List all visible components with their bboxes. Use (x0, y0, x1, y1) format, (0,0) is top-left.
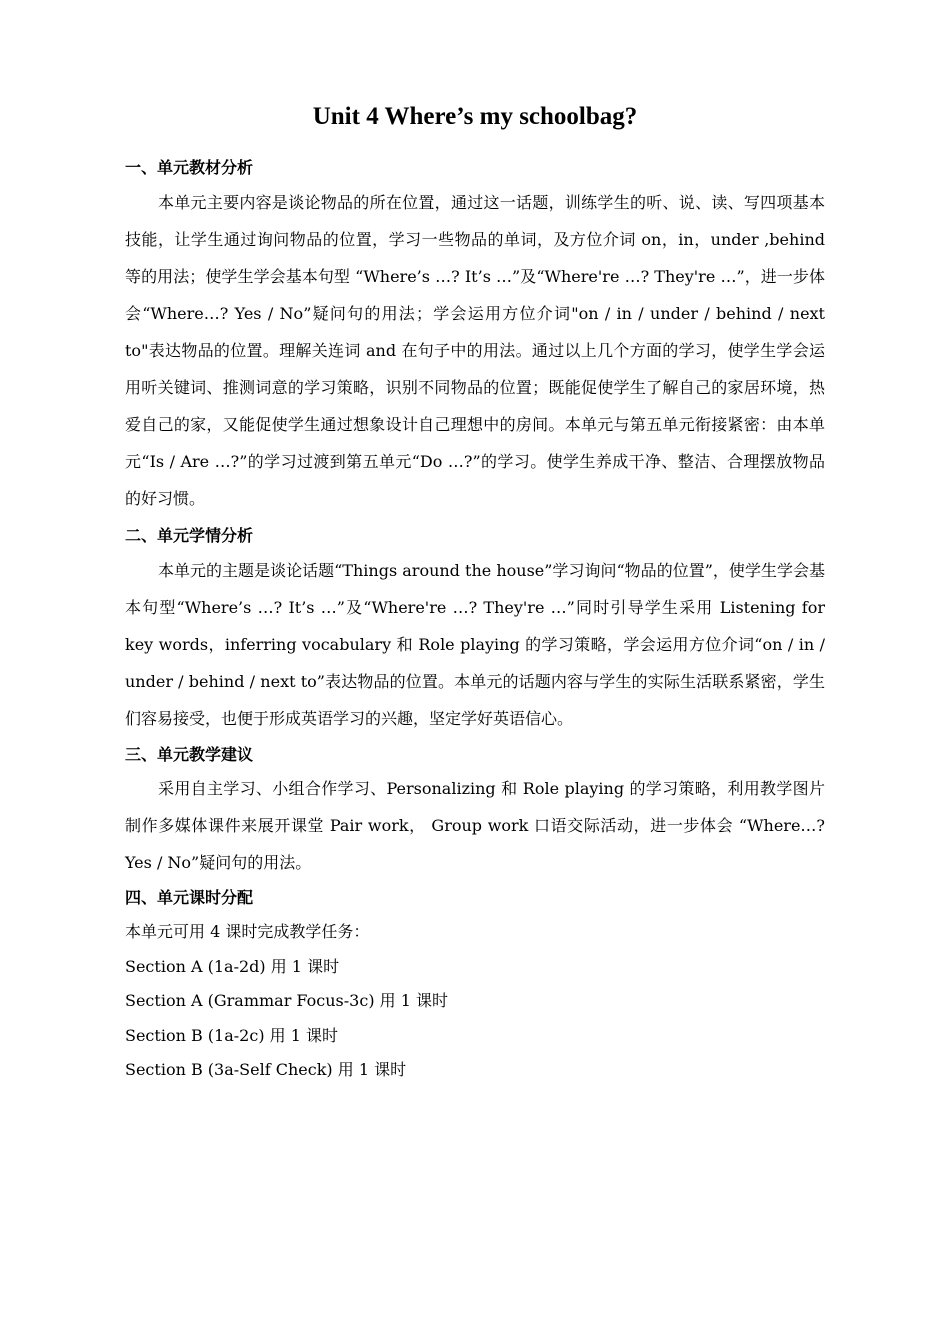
class-hours-item: Section B (1a-2c) 用 1 课时 (125, 1026, 338, 1045)
section-paragraph-student-analysis: 本单元的主题是谈论话题“Things around the house”学习询问“物品的位置”，使学生学会基本句型“Where’s …? It’s …”及“Where're …? They're …”同时引导学生采用 Listening for key words，inferring vocabulary 和 Role playing 的学习策略，学会运用方位介词“on / in / under / behind / next to”表达物品的位置。本单元的话题内容与学生的实际生活联系紧密，学生们容易接受，也便于形成英语学习的兴趣，坚定学好英语信心。 (125, 561, 825, 728)
class-hours-item: Section A (1a-2d) 用 1 课时 (125, 957, 340, 976)
section-heading-class-hours: 四、单元课时分配 (125, 888, 254, 907)
section-paragraph-textbook-analysis: 本单元主要内容是谈论物品的所在位置，通过这一话题，训练学生的听、说、读、写四项基本技能，让学生通过询问物品的位置，学习一些物品的单词，及方位介词 on，in，under ,behind 等的用法；使学生学会基本句型 “Where’s …? It’s …”及“Where're …? They're …”，进一步体会“Where…? Yes / No”疑问句的用法；学会运用方位介词"on / in / under / behind / next to"表达物品的位置。理解关连词 and 在句子中的用法。通过以上几个方面的学习，使学生学会运用听关键词、推测词意的学习策略，识别不同物品的位置；既能促使学生了解自己的家居环境，热爱自己的家，又能促使学生通过想象设计自己理想中的房间。本单元与第五单元衔接紧密：由本单元“Is / Are …?”的学习过渡到第五单元“Do …?”的学习。使学生养成干净、整洁、合理摆放物品的好习惯。 (125, 193, 825, 508)
class-hours-item: Section A (Grammar Focus-3c) 用 1 课时 (125, 991, 448, 1010)
section-heading-teaching-suggestions: 三、单元教学建议 (125, 745, 254, 764)
class-hours-item: Section B (3a-Self Check) 用 1 课时 (125, 1060, 407, 1079)
class-hours-intro: 本单元可用 4 课时完成教学任务： (125, 922, 370, 941)
section-paragraph-teaching-suggestions: 采用自主学习、小组合作学习、Personalizing 和 Role playing 的学习策略，利用教学图片制作多媒体课件来展开课堂 Pair work， Group work 口语交际活动，进一步体会 “Where…? Yes / No”疑问句的用法。 (125, 779, 825, 872)
section-heading-textbook-analysis: 一、单元教材分析 (125, 158, 254, 177)
document-title: Unit 4 Where’s my schoolbag? (312, 103, 638, 130)
section-heading-student-analysis: 二、单元学情分析 (125, 526, 254, 545)
